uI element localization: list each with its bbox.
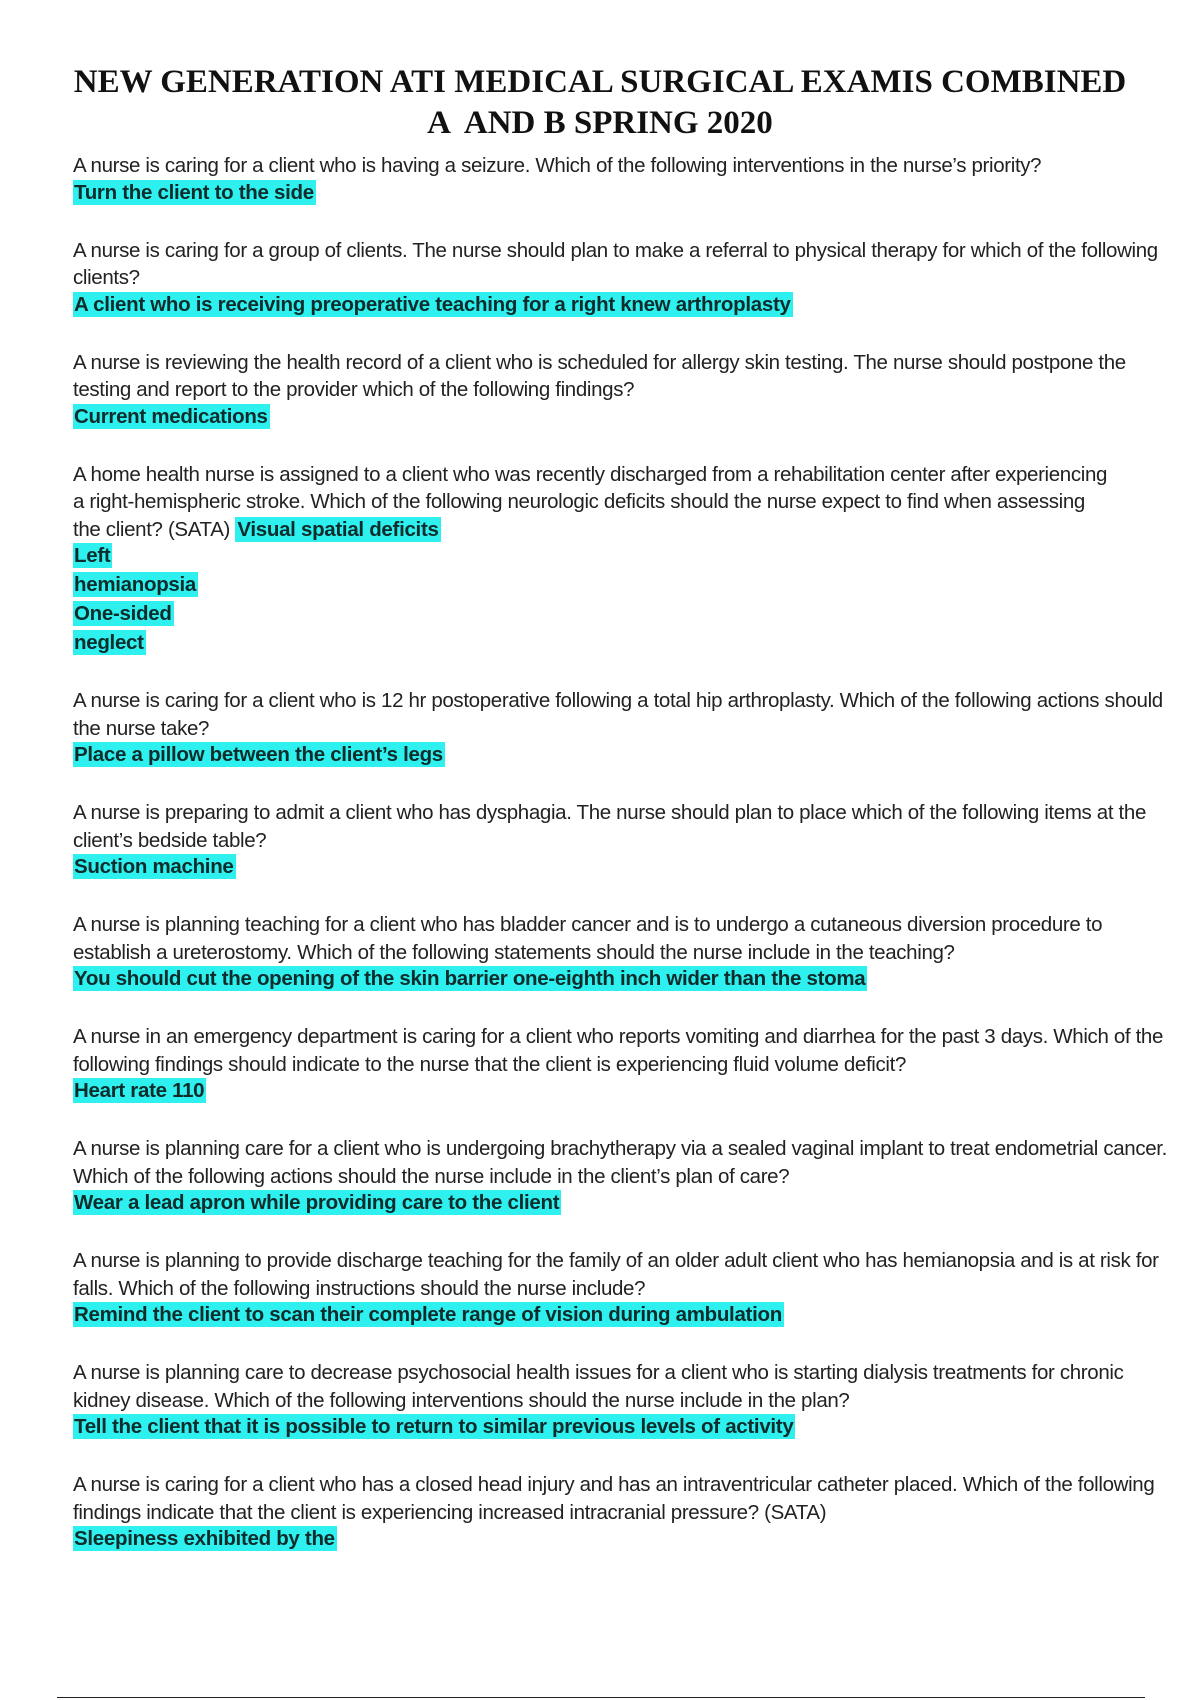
highlighted-answer: Visual spatial deficits (237, 517, 439, 541)
question-text: A nurse is planning teaching for a client who has bladder cancer and is to undergo a cutaneous diversion procedure to establish a ureterostomy. Which of the following statements should the nurse include in the teaching? (73, 913, 1103, 964)
question-text: A nurse is planning to provide discharge teaching for the family of an older adult client who has hemianopsia and is at risk for falls. Which of the following instructions should the nurse include? (73, 1249, 1159, 1300)
question-text (73, 461, 1173, 544)
footer-rule (57, 1697, 1145, 1698)
answer-list (73, 854, 1173, 883)
question-text: A nurse is reviewing the health record of a client who is scheduled for allergy skin testing. The nurse should postpone the testing and report to the provider which of the following findings? (73, 350, 1126, 401)
title-line-2: A AND B SPRING 2020 (427, 105, 773, 141)
highlighted-answer: Sleepiness exhibited by the (74, 1527, 335, 1550)
highlighted-answer: You should cut the opening of the skin barrier one-eighth inch wider than the stoma (74, 967, 866, 990)
question-line: A home health nurse is assigned to a client who was recently discharged from a rehabilitation center after experiencing (73, 462, 1108, 486)
question-text: A nurse is planning care for a client who is undergoing brachytherapy via a sealed vaginal implant to treat endometrial cancer. Which of the following actions should the nurse include in the client’s plan of care? (73, 1137, 1167, 1188)
highlighted-answer: One-sided (74, 602, 172, 625)
answer-list (73, 180, 1173, 209)
highlighted-answer: Turn the client to the side (74, 180, 314, 204)
document-title (40, 62, 1160, 144)
highlighted-answer: Place a pillow between the client’s legs (74, 743, 443, 766)
question-block (73, 152, 1173, 209)
question-block (73, 799, 1173, 883)
question-block (73, 1359, 1173, 1443)
question-block (73, 237, 1173, 321)
question-block (73, 687, 1173, 771)
question-line: the client? (SATA) (73, 517, 230, 541)
question-line: a right-hemispheric stroke. Which of the following neurologic deficits should the nurse expect to find when assessing (73, 490, 1085, 513)
question-block (73, 349, 1173, 433)
question-text: A nurse is caring for a client who has a closed head injury and has an intraventricular catheter placed. Which of the following findings indicate that the client is experiencing increased intracranial pressure? (SATA) (73, 1473, 1155, 1524)
question-block (73, 1247, 1173, 1331)
question-text: A nurse is planning care to decrease psychosocial health issues for a client who is starting dialysis treatments for chronic kidney disease. Which of the following interventions should the nurse include in the plan? (73, 1361, 1124, 1412)
answer-list (73, 404, 1173, 433)
question-block (73, 1135, 1173, 1219)
highlighted-answer: Remind the client to scan their complete range of vision during ambulation (74, 1303, 782, 1326)
highlighted-answer: Heart rate 110 (74, 1079, 205, 1102)
answer-list (73, 1414, 1173, 1443)
highlighted-answer: hemianopsia (74, 573, 197, 596)
question-list (73, 152, 1173, 1583)
question-block (73, 461, 1173, 660)
answer-list (73, 1190, 1173, 1219)
question-block (73, 1471, 1173, 1555)
answer-list (73, 1078, 1173, 1107)
question-block (73, 911, 1173, 995)
highlighted-answer: Suction machine (74, 855, 234, 878)
highlighted-answer: Wear a lead apron while providing care to the client (74, 1191, 560, 1214)
answer-list (73, 1526, 1173, 1555)
question-text: A nurse is caring for a group of clients. The nurse should plan to make a referral to physical therapy for which of the following clients? (73, 238, 1158, 289)
highlighted-answer: Left (74, 544, 111, 567)
answer-list (73, 1302, 1173, 1331)
answer-list (73, 543, 1173, 659)
answer-list (73, 292, 1173, 321)
question-block (73, 1023, 1173, 1107)
question-text: A nurse is caring for a client who is having a seizure. Which of the following interventions in the nurse’s priority? (73, 154, 1042, 177)
highlighted-answer: Current medications (74, 404, 268, 428)
question-text: A nurse in an emergency department is caring for a client who reports vomiting and diarrhea for the past 3 days. Which of the following findings should indicate to the nurse that the client is experiencing fluid volume deficit? (73, 1025, 1164, 1076)
question-text: A nurse is preparing to admit a client who has dysphagia. The nurse should plan to place which of the following items at the client’s bedside table? (73, 801, 1146, 852)
highlighted-answer: A client who is receiving preoperative teaching for a right knew arthroplasty (74, 292, 791, 316)
question-text: A nurse is caring for a client who is 12 hr postoperative following a total hip arthroplasty. Which of the following actions should the nurse take? (73, 689, 1163, 740)
title-line-1: NEW GENERATION ATI MEDICAL SURGICAL EXAMIS COMBINED (73, 64, 1127, 100)
highlighted-answer: neglect (74, 631, 144, 654)
answer-list (73, 966, 1173, 995)
answer-list (73, 742, 1173, 771)
highlighted-answer: Tell the client that it is possible to return to similar previous levels of activity (74, 1415, 794, 1438)
